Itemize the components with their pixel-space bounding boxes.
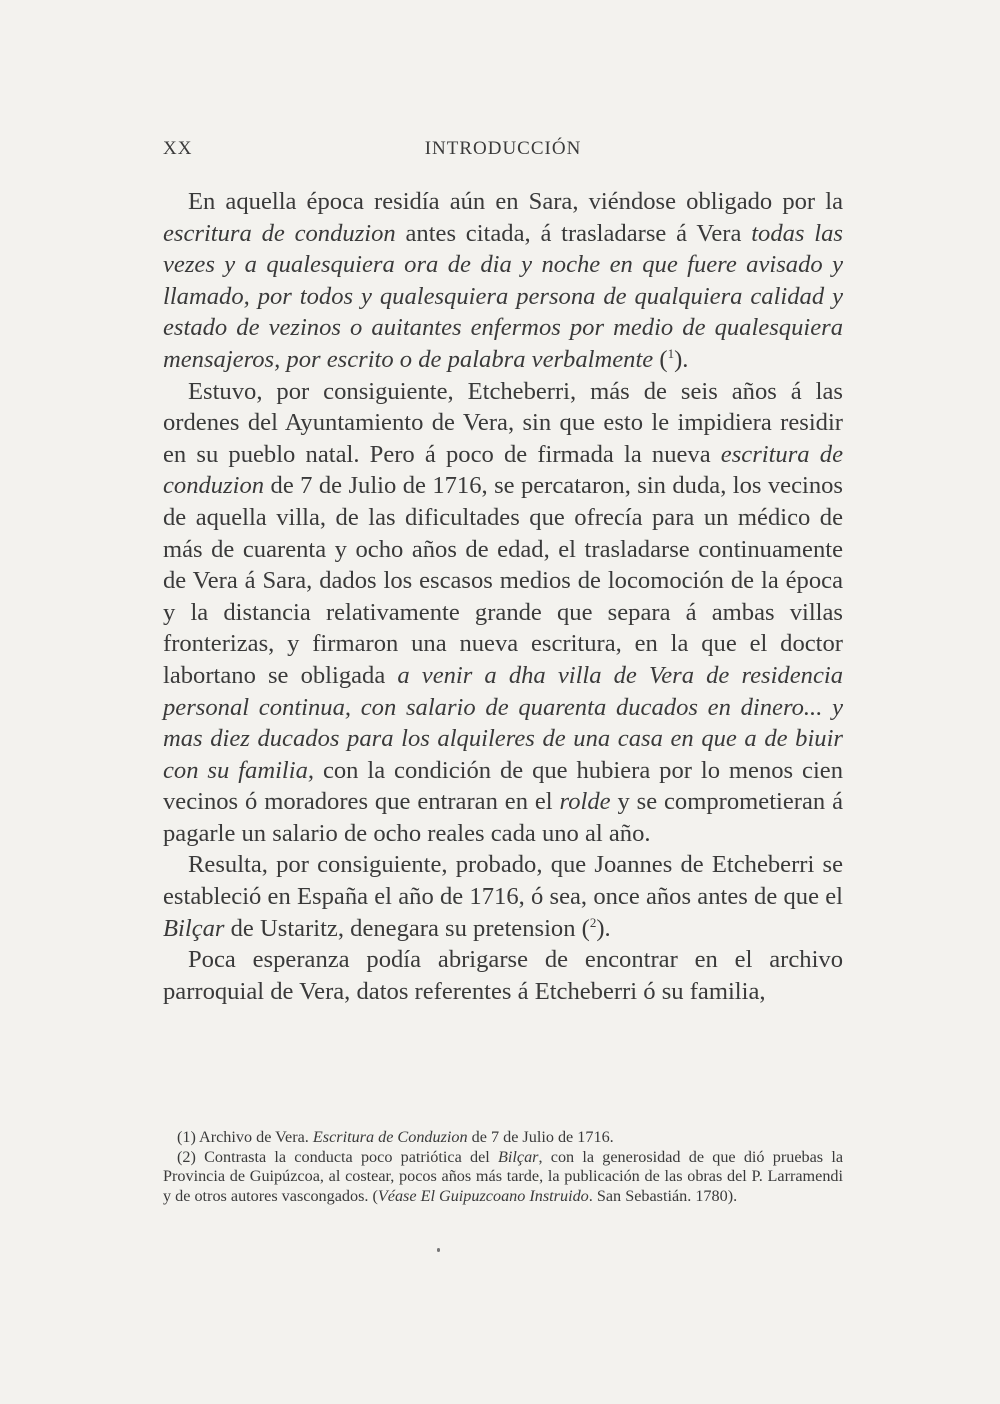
italic-text: Escritura de Conduzion (312, 1128, 468, 1146)
italic-text: a venir a dha villa de Vera de residencia personal continua, con salario de quarenta ducados en dinero... y mas diez ducados para los alquileres de una casa en que a de biuir con su familia, (163, 661, 843, 784)
page-number: XX (163, 138, 193, 159)
text-run: (1) Archivo de Vera. (177, 1128, 313, 1146)
footnotes (163, 1128, 843, 1206)
text-run: ). (674, 345, 689, 373)
paragraph (163, 944, 843, 1007)
italic-text: todas las vezes y a qualesquiera ora de dia y noche en que fuere avisado y llamado, por todos y qualesquiera persona de qualquiera calidad y estado de vezinos o auitantes enfermos por medio de qualesquiera mensajeros, por escrito o de palabra verbalmente (163, 219, 843, 373)
italic-text: Bilçar (498, 1147, 539, 1166)
text-run: ). (596, 914, 611, 942)
text-run: con la condición de que hubiera por lo menos cien vecinos ó moradores que entraran en el (163, 756, 843, 816)
running-title: INTRODUCCIÓN (424, 138, 582, 159)
italic-text: rolde (559, 788, 611, 816)
footnote (163, 1148, 843, 1207)
paragraph (163, 849, 843, 944)
italic-text: Bilçar (163, 914, 225, 942)
footnote-reference: 2 (589, 914, 597, 930)
text-run: de Ustaritz, denegara su pretension ( (224, 914, 590, 942)
italic-text: escritura de conduzion (163, 440, 843, 500)
footnote (163, 1128, 843, 1148)
text-run: (2) Contrasta la conducta poco patriótica del (177, 1147, 499, 1166)
italic-text: Véase El Guipuzcoano Instruido (377, 1186, 589, 1205)
italic-text: escritura de conduzion (163, 219, 396, 247)
text-run: En aquella época residía aún en Sara, viéndose obligado por la (188, 188, 843, 215)
paragraph (163, 186, 843, 376)
text-run: y se comprometieran á pagarle un salario de ocho reales cada uno al año. (163, 788, 843, 847)
paper-speck (437, 1248, 440, 1252)
text-run: . San Sebastián. 1780). (588, 1186, 738, 1205)
text-run: Estuvo, por consiguiente, Etcheberri, más de seis años á las ordenes del Ayuntamiento de Vera, sin que esto le impidiera residir en su pueblo natal. Pero á poco de firmada la nueva (163, 377, 843, 468)
footnote-reference: 1 (667, 345, 675, 361)
text-run: de 7 de Julio de 1716. (467, 1128, 614, 1146)
body-text (163, 186, 843, 1007)
text-run: Poca esperanza podía abrigarse de encontrar en el archivo parroquial de Vera, datos referentes á Etcheberri ó su familia, (163, 946, 843, 1005)
text-run: ( (653, 345, 668, 373)
text-run: de 7 de Julio de 1716, se percataron, sin duda, los vecinos de aquella villa, de las dificultades que ofrecía para un médico de más de cuarenta y ocho años de edad, el trasladarse continuamente de Vera á Sara, dados los escasos medios de locomoción de la época y la distancia relativamente grande que separa á ambas villas fronterizas, y firmaron una nueva escritura, en la que el doctor labortano se obligada (163, 472, 843, 689)
text-run: , con la generosidad de que dió pruebas la Provincia de Guipúzcoa, al costear, pocos años más tarde, la publicación de las obras del P. Larramendi y de otros autores vascongados. ( (163, 1147, 844, 1205)
text-run: antes citada, á trasladarse á Vera (395, 219, 752, 247)
text-run: Resulta, por consiguiente, probado, que Joannes de Etcheberri se estableció en España el año de 1716, ó sea, once años antes de que el (163, 851, 843, 911)
running-header (163, 138, 843, 168)
paragraph (163, 376, 843, 850)
